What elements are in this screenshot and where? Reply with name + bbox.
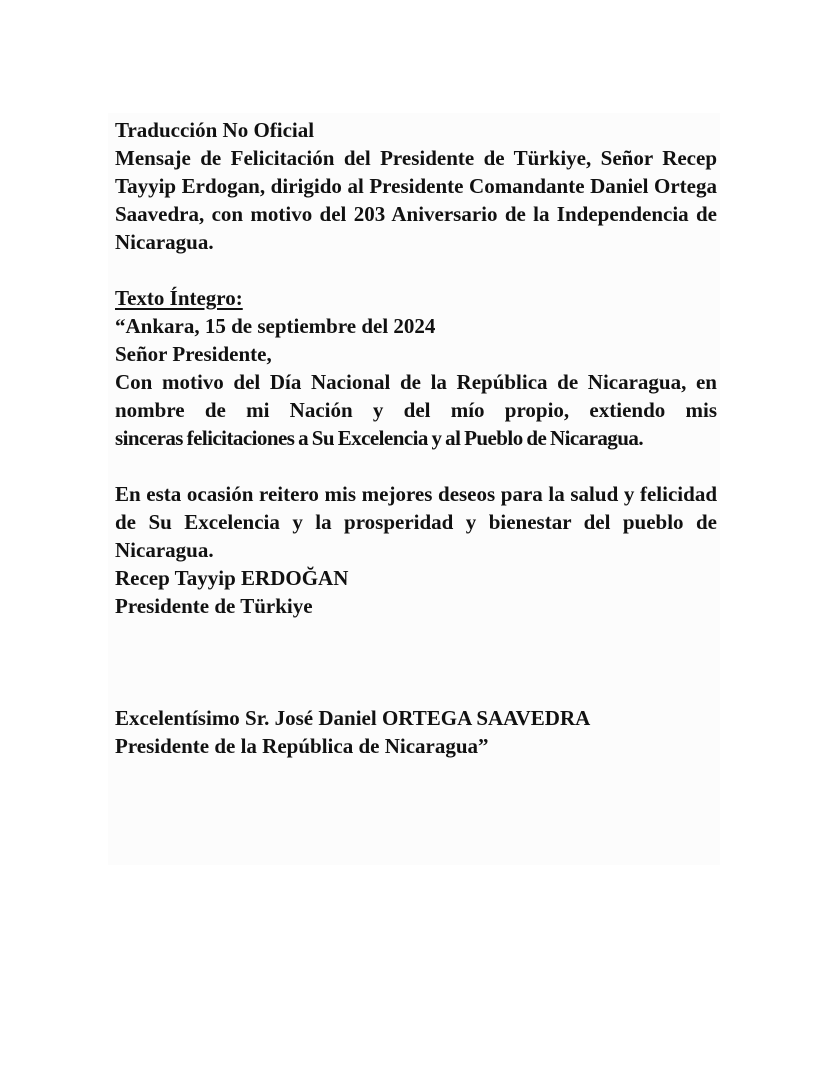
paragraph-congratulations-text: Con motivo del Día Nacional de la República de Nicaragua, en nombre de mi Nación y del mío propio, extiendo mis [115, 370, 717, 422]
header-block [115, 116, 717, 256]
place-date: “Ankara, 15 de septiembre del 2024 [115, 314, 436, 338]
recipient-block [115, 704, 717, 760]
signatory-title: Presidente de Türkiye [115, 594, 313, 618]
signatory-name: Recep Tayyip ERDOĞAN [115, 566, 349, 590]
full-text-label: Texto Íntegro: [115, 286, 243, 310]
paragraph-congratulations-last-line: sinceras felicitaciones a Su Excelencia y al Pueblo de Nicaragua. [115, 426, 644, 450]
recipient-title: Presidente de la República de Nicaragua” [115, 734, 489, 758]
unofficial-translation-label: Traducción No Oficial [115, 118, 315, 142]
salutation: Señor Presidente, [115, 342, 272, 366]
paragraph-congratulations [115, 368, 717, 452]
signature-block [115, 564, 717, 620]
document-title: Mensaje de Felicitación del Presidente de Türkiye, Señor Recep Tayyip Erdogan, dirigido al Presidente Comandante Daniel Ortega Saavedra, con motivo del 203 Aniversario de la Independencia de Nicaragua. [115, 146, 717, 254]
document-body [115, 116, 717, 760]
paragraph-wishes: En esta ocasión reitero mis mejores deseos para la salud y felicidad de Su Excelencia y la prosperidad y bienestar del pueblo de Nicaragua. [115, 482, 717, 562]
recipient-name: Excelentísimo Sr. José Daniel ORTEGA SAAVEDRA [115, 706, 591, 730]
